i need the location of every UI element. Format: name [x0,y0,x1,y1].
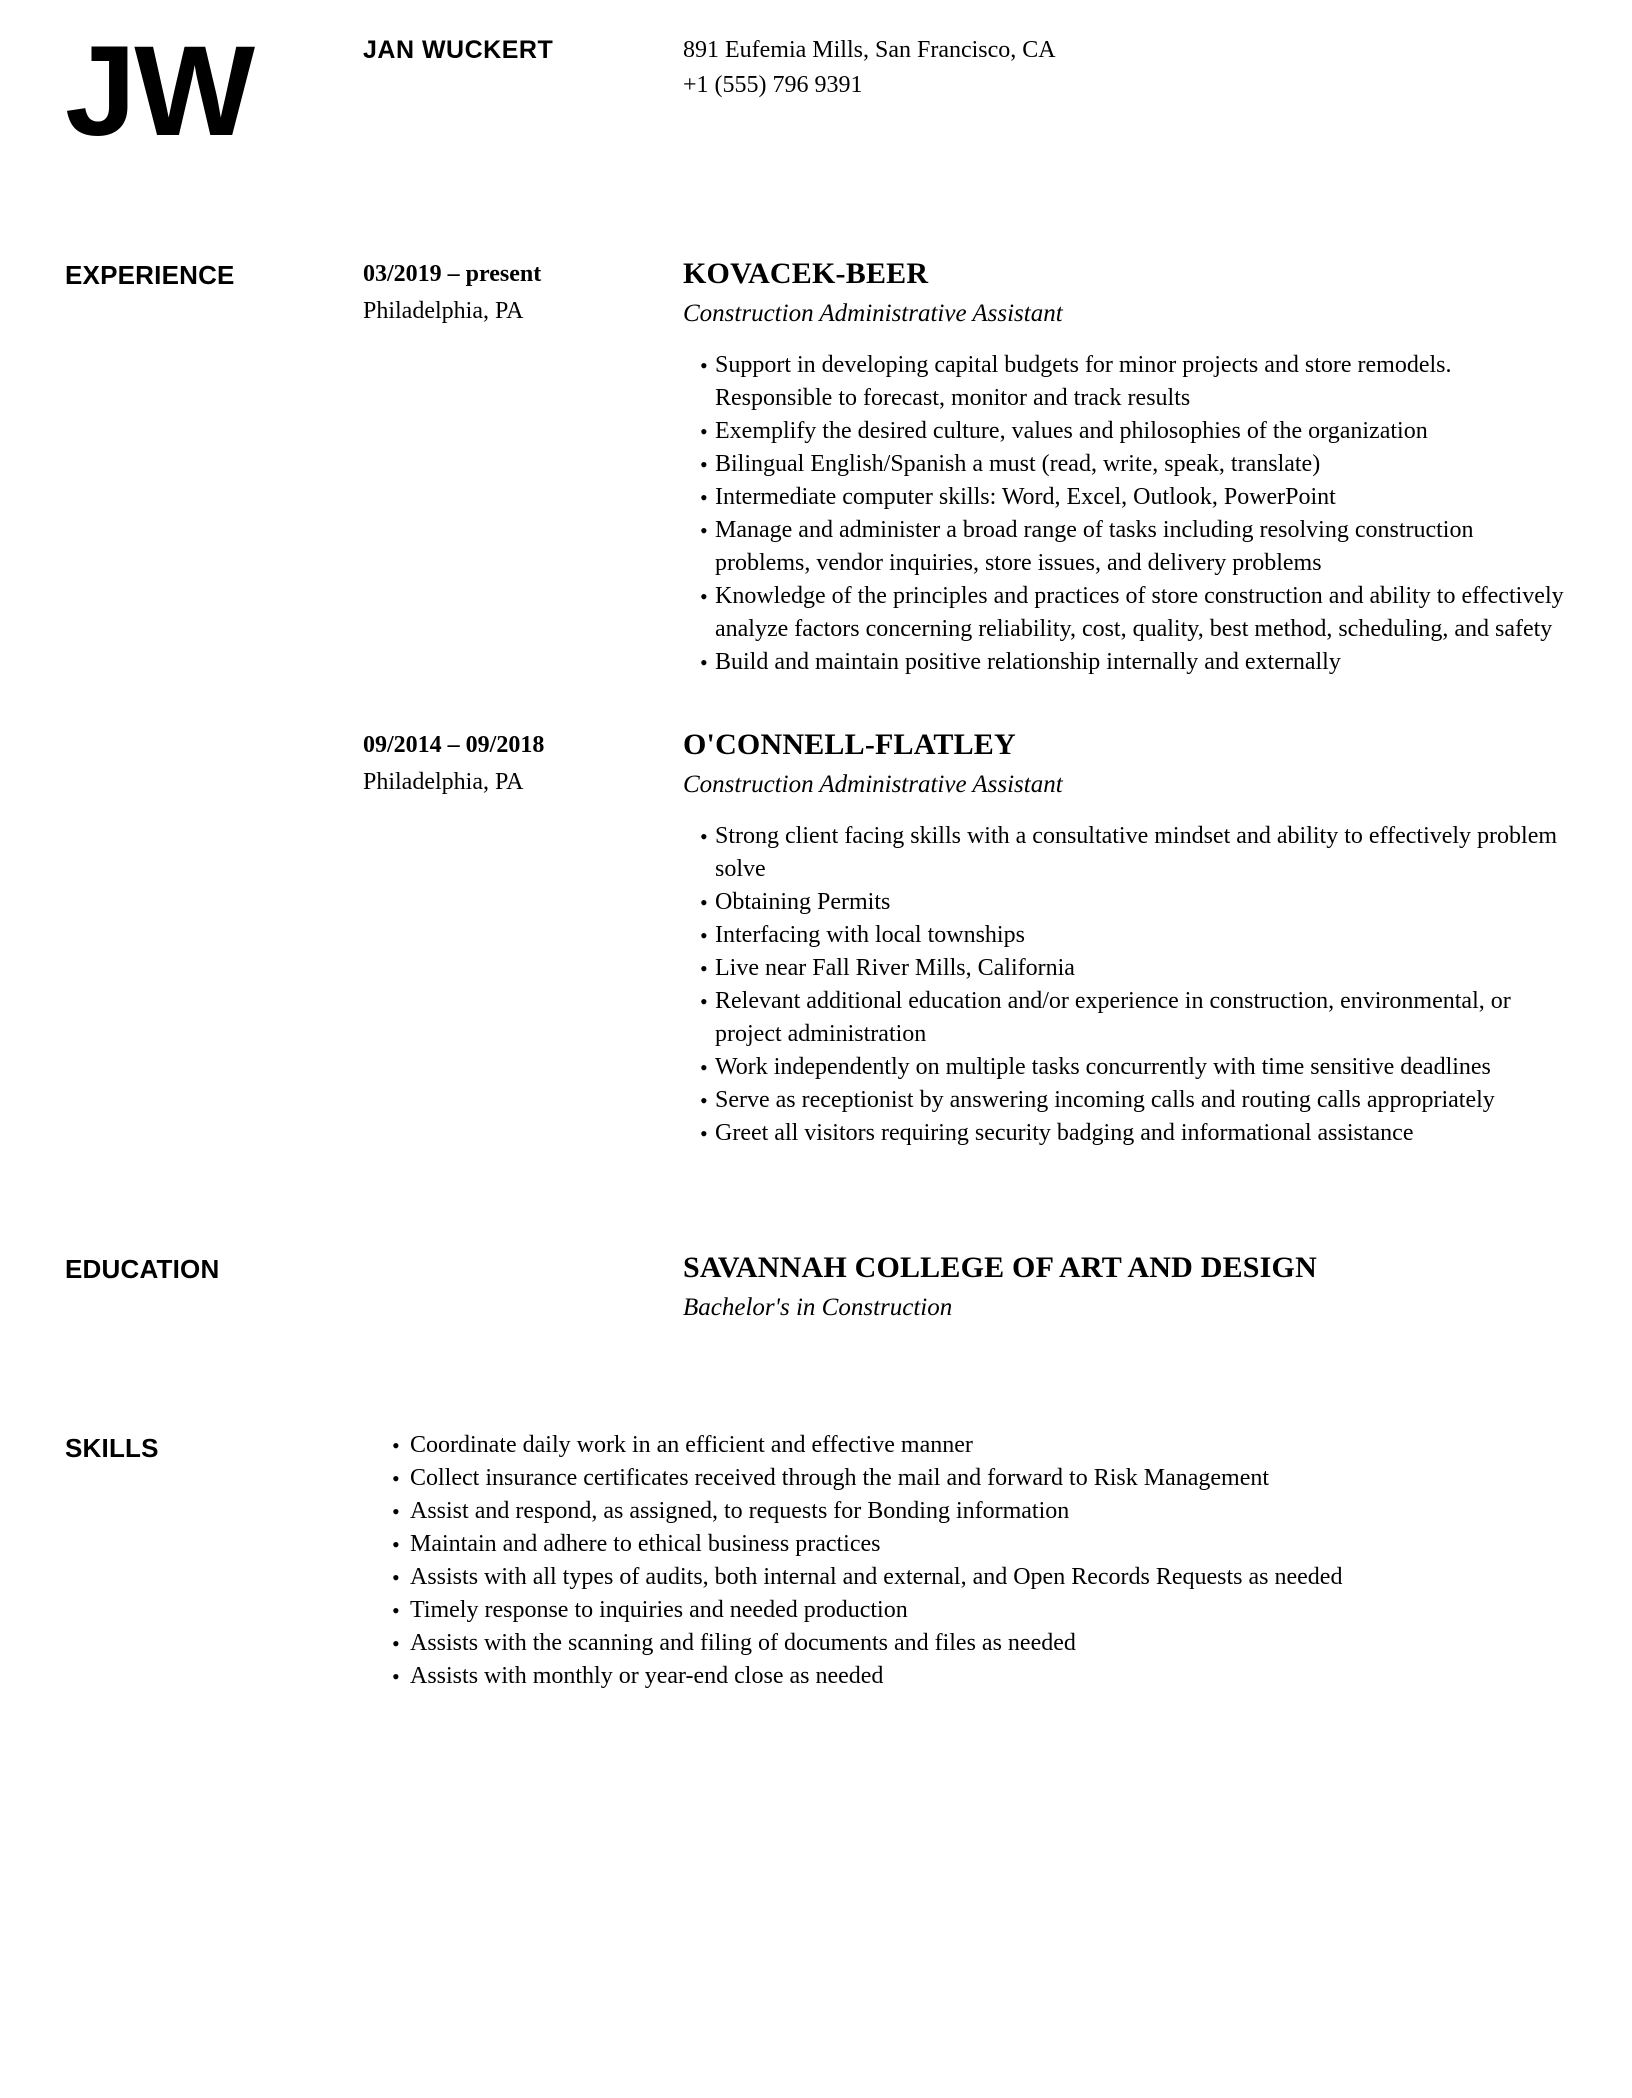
experience-section [65,256,1572,679]
education-section [65,1250,1572,1325]
address-line: 891 Eufemia Mills, San Francisco, CA [683,37,1056,63]
skills-list [363,1429,1543,1693]
section-label-experience: EXPERIENCE [65,260,235,290]
degree-name: Bachelor's in Construction [683,1294,953,1321]
skill-item: • Collect insurance certificates received through the mail and forward to Risk Management [363,1462,1543,1495]
bullet-item: • Greet all visitors requiring security badging and informational assistance [683,1117,1572,1150]
bullet-item: • Live near Fall River Mills, California [683,952,1572,985]
bullet-item: • Knowledge of the principles and practices of store construction and ability to effectively analyze factors concerning reliability, cost, quality, best method, scheduling, and safety [683,580,1572,646]
person-name: JAN WUCKERT [363,36,554,64]
skill-item: • Assists with the scanning and filing of documents and files as needed [363,1627,1543,1660]
job-dates: 03/2019 – present [363,261,542,287]
skill-item: • Assist and respond, as assigned, to requests for Bonding information [363,1495,1543,1528]
section-label-skills: SKILLS [65,1433,159,1463]
job-title: Construction Administrative Assistant [683,300,1063,327]
school-name: SAVANNAH COLLEGE OF ART AND DESIGN [683,1251,1317,1284]
job-bullet-list [683,820,1572,1150]
bullet-item: • Bilingual English/Spanish a must (read, write, speak, translate) [683,448,1572,481]
bullet-item: • Strong client facing skills with a consultative mindset and ability to effectively problem solve [683,820,1572,886]
skill-item: • Assists with all types of audits, both internal and external, and Open Records Requests as needed [363,1561,1543,1594]
job-bullet-list [683,349,1572,679]
bullet-item: • Manage and administer a broad range of tasks including resolving construction problems, vendor inquiries, store issues, and delivery problems [683,514,1572,580]
bullet-item: • Support in developing capital budgets for minor projects and store remodels. Responsible to forecast, monitor and track results [683,349,1572,415]
job-dates: 09/2014 – 09/2018 [363,732,545,758]
company-name: KOVACEK-BEER [683,257,929,290]
bullet-item: • Intermediate computer skills: Word, Excel, Outlook, PowerPoint [683,481,1572,514]
job-meta [363,727,683,801]
bullet-item: • Build and maintain positive relationship internally and externally [683,646,1572,679]
skill-item: • Timely response to inquiries and needed production [363,1594,1543,1627]
header [65,20,1572,163]
job-title: Construction Administrative Assistant [683,771,1063,798]
bullet-item: • Obtaining Permits [683,886,1572,919]
phone-line: +1 (555) 796 9391 [683,72,863,98]
job-location: Philadelphia, PA [363,298,524,324]
education-content [683,1250,1572,1325]
bullet-item: • Interfacing with local townships [683,919,1572,952]
name-column [363,28,683,65]
skills-section [65,1429,1572,1693]
bullet-item: • Relevant additional education and/or experience in construction, environmental, or project administration [683,985,1572,1051]
section-label-education: EDUCATION [65,1254,220,1284]
bullet-item: • Work independently on multiple tasks concurrently with time sensitive deadlines [683,1051,1572,1084]
job-content [683,727,1572,1150]
job-content [683,256,1572,679]
skill-item: • Coordinate daily work in an efficient and effective manner [363,1429,1543,1462]
monogram-initials: JW [65,20,253,163]
experience-job-2 [65,727,1572,1150]
job-location: Philadelphia, PA [363,769,524,795]
skill-item: • Maintain and adhere to ethical business practices [363,1528,1543,1561]
skill-item: • Assists with monthly or year-end close as needed [363,1660,1543,1693]
job-meta [363,256,683,330]
bullet-item: • Serve as receptionist by answering incoming calls and routing calls appropriately [683,1084,1572,1117]
contact-info [683,28,1572,103]
bullet-item: • Exemplify the desired culture, values and philosophies of the organization [683,415,1572,448]
company-name: O'CONNELL-FLATLEY [683,728,1016,761]
